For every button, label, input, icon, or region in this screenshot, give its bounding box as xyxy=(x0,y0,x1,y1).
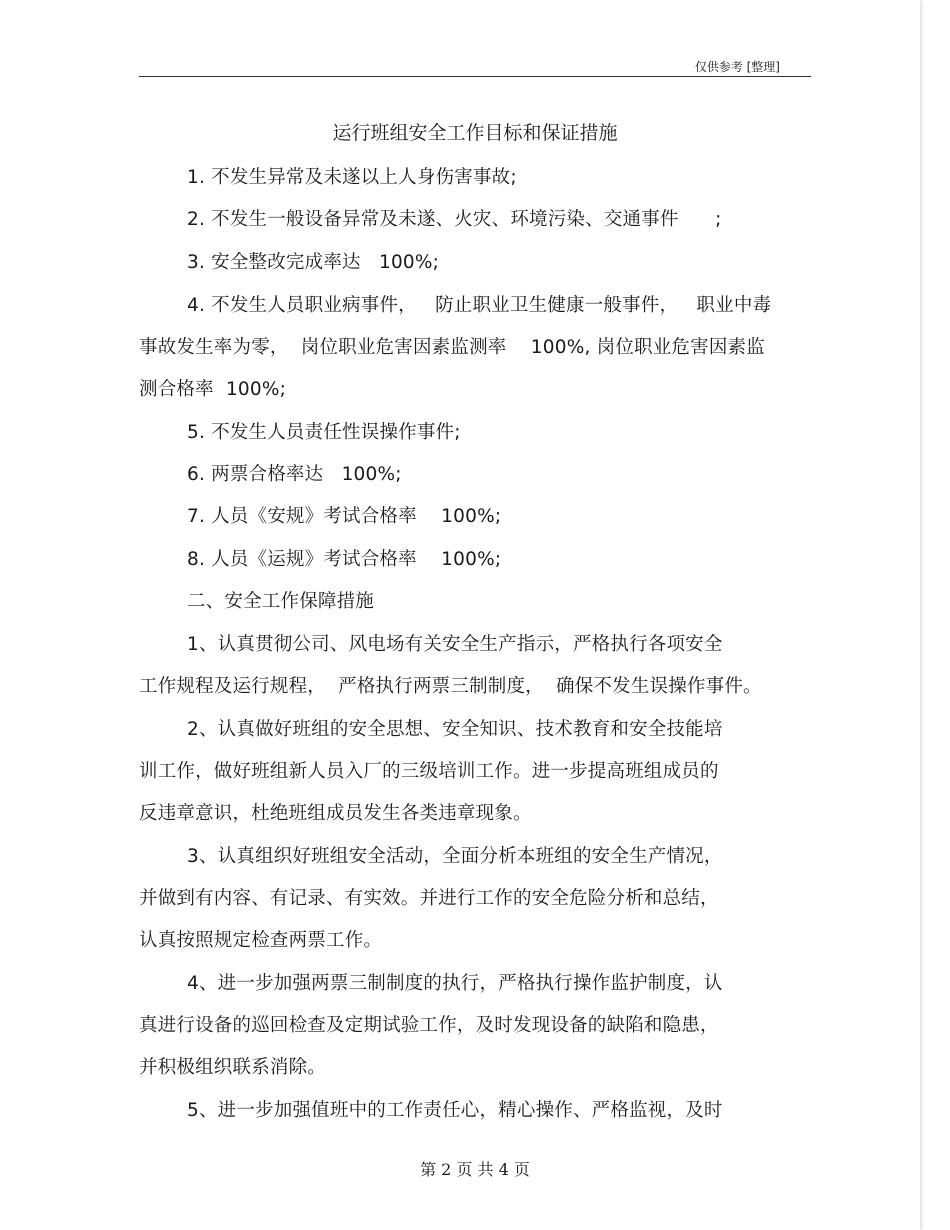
body-line: 4、进一步加强两票三制制度的执行，严格执行操作监护制度，认 xyxy=(187,973,723,994)
body-line: 事故发生率为零， 岗位职业危害因素监测率 100%, 岗位职业危害因素监 xyxy=(139,337,765,358)
body-line: 3、认真组织好班组安全活动，全面分析本班组的安全生产情况， xyxy=(187,846,723,867)
body-line: 7. 人员《安规》考试合格率 100%; xyxy=(187,506,502,527)
body-line: 真进行设备的巡回检查及定期试验工作，及时发现设备的缺陷和隐患， xyxy=(139,1015,719,1036)
body-line: 认真按照规定检查两票工作。 xyxy=(139,930,383,951)
body-line: 并积极组织联系消除。 xyxy=(139,1057,327,1078)
body-line: 1. 不发生异常及未遂以上人身伤害事故; xyxy=(187,167,517,188)
section-heading: 二、安全工作保障措施 xyxy=(187,591,375,612)
body-line: 6. 两票合格率达 100%; xyxy=(187,464,402,485)
header-divider xyxy=(139,76,811,77)
body-line: 训工作，做好班组新人员入厂的三级培训工作。进一步提高班组成员的 xyxy=(139,761,719,782)
body-line: 2、认真做好班组的安全思想、安全知识、技术教育和安全技能培 xyxy=(187,719,723,740)
body-line: 2. 不发生一般设备异常及未遂、火灾、环境污染、交通事件 ; xyxy=(187,209,722,230)
body-line: 4. 不发生人员职业病事件， 防止职业卫生健康一般事件， 职业中毒 xyxy=(187,295,772,316)
body-line: 5、进一步加强值班中的工作责任心，精心操作、严格监视，及时 xyxy=(187,1100,723,1121)
body-line: 1、认真贯彻公司、风电场有关安全生产指示，严格执行各项安全 xyxy=(187,634,723,655)
document-title: 运行班组安全工作目标和保证措施 xyxy=(332,122,618,144)
body-line: 工作规程及运行规程， 严格执行两票三制制度， 确保不发生误操作事件。 xyxy=(139,676,762,697)
body-line: 测合格率 100%; xyxy=(139,379,287,400)
body-line: 并做到有内容、有记录、有实效。并进行工作的安全危险分析和总结， xyxy=(139,888,719,909)
body-line: 3. 安全整改完成率达 100%; xyxy=(187,252,440,273)
body-line: 5. 不发生人员责任性误操作事件; xyxy=(187,422,461,443)
body-line: 反违章意识，杜绝班组成员发生各类违章现象。 xyxy=(139,803,532,824)
page-number-footer: 第 2 页 共 4 页 xyxy=(420,1160,530,1179)
header-note: 仅供参考 [整理] xyxy=(694,60,780,74)
body-line: 8. 人员《运规》考试合格率 100%; xyxy=(187,549,502,570)
